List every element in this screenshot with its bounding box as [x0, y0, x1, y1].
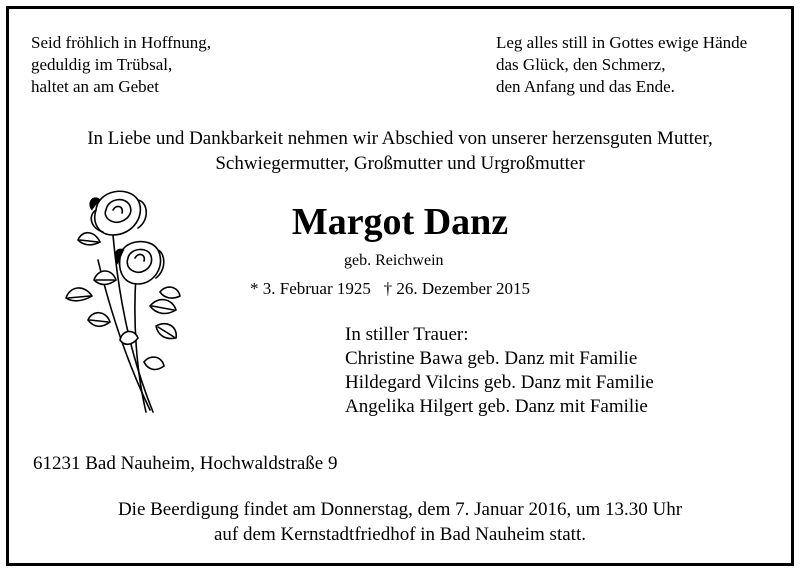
intro-line: In Liebe und Dankbarkeit nehmen wir Abschied von unserer herzensguten Mutter, — [87, 128, 713, 149]
intro-text — [0, 126, 800, 176]
mourner-name: Angelika Hilgert geb. Danz mit Familie — [345, 396, 648, 417]
verse-left-line: geduldig im Trübsal, — [31, 55, 173, 74]
verse-left-line: Seid fröhlich in Hoffnung, — [31, 33, 212, 52]
mourner-name: Christine Bawa geb. Danz mit Familie — [345, 348, 638, 369]
family-address: 61231 Bad Nauheim, Hochwaldstraße 9 — [33, 453, 338, 474]
verse-left-line: haltet an am Gebet — [31, 77, 159, 96]
life-dates: * 3. Februar 1925 † 26. Dezember 2015 — [250, 279, 530, 298]
funeral-line: Die Beerdigung findet am Donnerstag, dem 7. Januar 2016, um 13.30 Uhr — [117, 499, 683, 520]
birth-name: geb. Reichwein — [344, 252, 444, 269]
verse-right-line: Leg alles still in Gottes ewige Hände — [496, 33, 748, 52]
verse-right-line: den Anfang und das Ende. — [496, 77, 675, 96]
mourners-heading: In stiller Trauer: — [345, 324, 469, 345]
verse-right — [496, 32, 747, 98]
verse-left — [31, 32, 211, 98]
mourners-block — [345, 323, 654, 419]
funeral-line: auf dem Kernstadtfriedhof in Bad Nauheim statt. — [214, 524, 586, 545]
intro-line: Schwiegermutter, Großmutter und Urgroßmutter — [215, 153, 585, 174]
rose-bloom-middle — [115, 242, 164, 284]
mourner-name: Hildegard Vilcins geb. Danz mit Familie — [345, 372, 654, 393]
funeral-notice — [0, 497, 800, 547]
verse-right-line: das Glück, den Schmerz, — [496, 55, 666, 74]
deceased-name: Margot Danz — [291, 201, 509, 243]
